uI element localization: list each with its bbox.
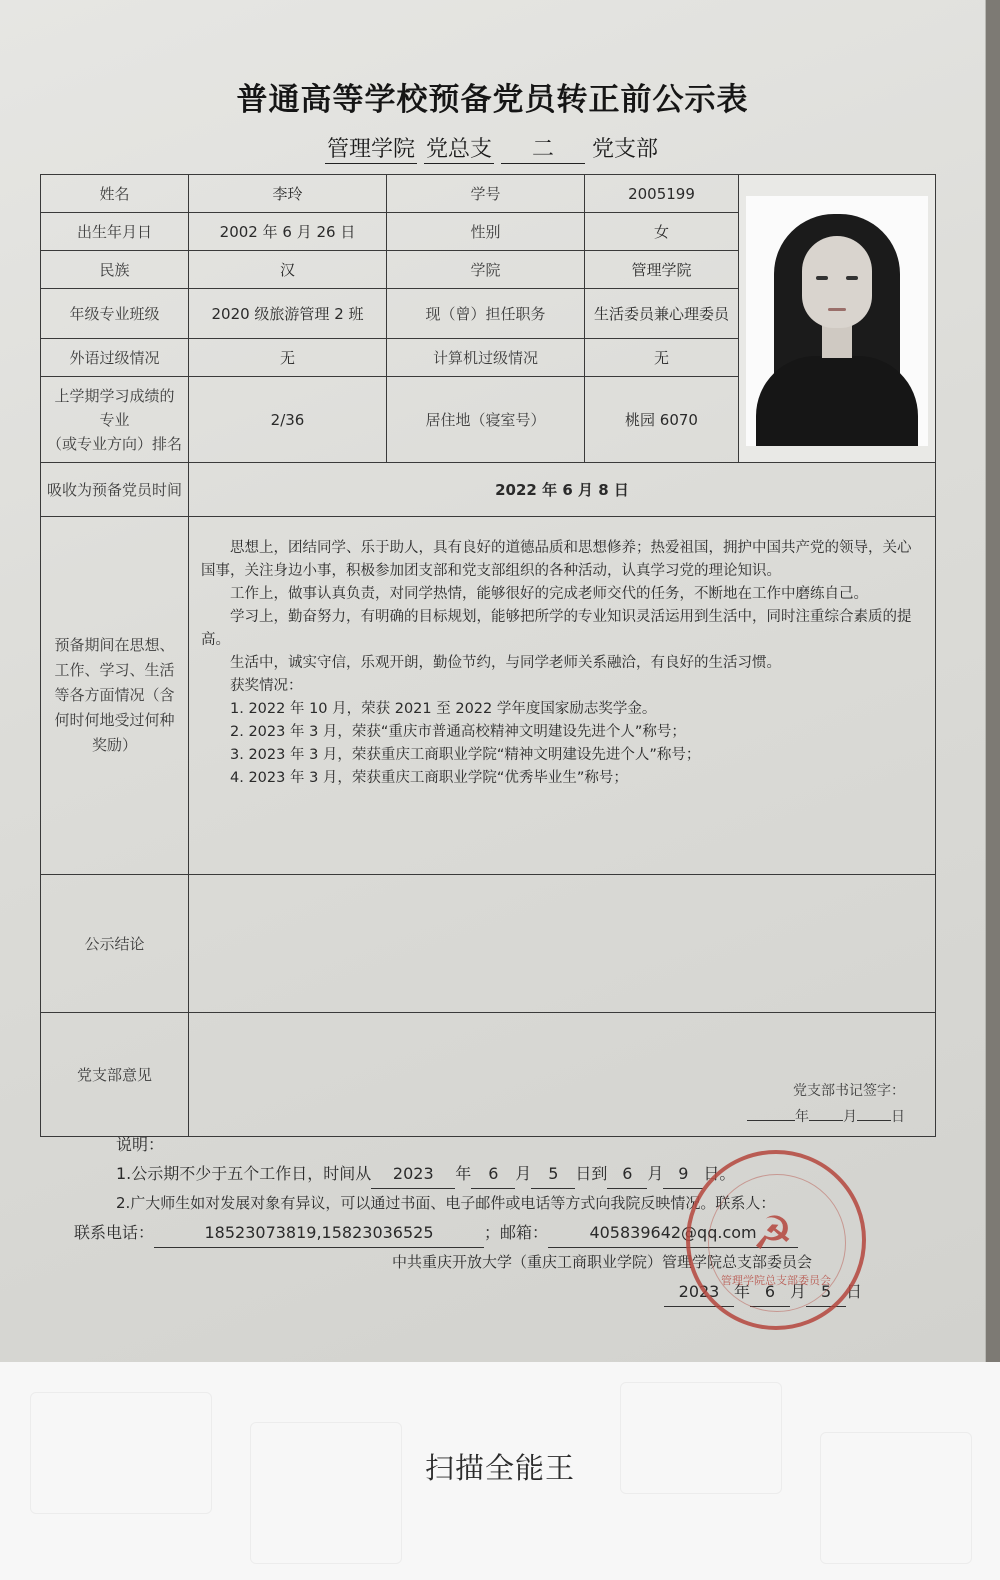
award-item: 3. 2023 年 3 月，荣获重庆工商职业学院“精神文明建设先进个人”称号； — [230, 747, 701, 763]
official-red-seal — [686, 1150, 866, 1330]
subtitle-college: 管理学院 — [327, 137, 416, 162]
party-emblem-icon: ☭ — [752, 1206, 794, 1260]
issuing-organization: 中共重庆开放大学（重庆工商职业学院）管理学院总支部委员会 — [392, 1253, 813, 1271]
period-to-day: 9 — [663, 1159, 703, 1189]
contact-phone: 18523073819,15823036525 — [154, 1218, 484, 1248]
award-item: 4. 2023 年 3 月，荣获重庆工商职业学院“优秀毕业生”称号； — [230, 770, 628, 786]
label-rank-line1: 上学期学习成绩的 — [54, 386, 175, 405]
label-post: 现（曾）担任职务 — [387, 289, 585, 339]
value-ethnicity: 汉 — [189, 251, 387, 289]
sign-year-unit: 年 — [795, 1109, 809, 1125]
value-class: 2020 级旅游管理 2 班 — [189, 289, 387, 339]
issue-month-unit: 月 — [790, 1282, 807, 1301]
sign-day-unit: 日 — [891, 1109, 905, 1125]
label-language-level: 外语过级情况 — [41, 339, 189, 377]
issue-day-unit: 日 — [846, 1282, 863, 1301]
secretary-signature-block — [747, 1078, 905, 1130]
period-from-day: 5 — [531, 1159, 575, 1189]
notes-period-text: 1.公示期不少于五个工作日，时间从 — [116, 1164, 372, 1183]
value-rank: 2/36 — [189, 377, 387, 463]
value-name: 李玲 — [189, 175, 387, 213]
label-rank — [41, 377, 189, 463]
awards-title: 获奖情况： — [230, 678, 303, 694]
period-to-month-unit: 月 — [647, 1164, 664, 1183]
value-conclusion — [189, 875, 936, 1013]
subtitle-general-branch: 党总支 — [426, 137, 493, 162]
label-computer-level: 计算机过级情况 — [387, 339, 585, 377]
signature-date — [747, 1104, 905, 1130]
period-from-year-unit: 年 — [455, 1164, 472, 1183]
subtitle-branch-number: 二 — [501, 132, 585, 164]
performance-study: 学习上，勤奋努力，有明确的目标规划，能够把所学的专业知识灵活运用到生活中，同时注重综合素质的提高。 — [201, 609, 912, 648]
issue-day: 5 — [806, 1277, 846, 1307]
label-college: 学院 — [387, 251, 585, 289]
publicity-form-table — [40, 174, 936, 1137]
branch-opinion-cell — [189, 1013, 936, 1137]
period-to-month: 6 — [607, 1159, 647, 1189]
value-post: 生活委员兼心理委员 — [585, 289, 739, 339]
value-language-level: 无 — [189, 339, 387, 377]
label-rank-line2: 专业 — [99, 410, 130, 429]
label-join-date: 吸收为预备党员时间 — [41, 463, 189, 517]
label-branch-opinion: 党支部意见 — [41, 1013, 189, 1137]
performance-content — [189, 517, 936, 875]
notes-title: 说明： — [116, 1135, 165, 1154]
subtitle-branch: 党支部 — [592, 137, 659, 162]
label-gender: 性别 — [387, 213, 585, 251]
email-label: ；邮箱： — [484, 1223, 549, 1242]
value-dorm: 桃园 6070 — [585, 377, 739, 463]
issue-month: 6 — [750, 1277, 790, 1307]
period-from-month: 6 — [471, 1159, 515, 1189]
signature-label: 党支部书记签字： — [793, 1083, 905, 1099]
period-from-year: 2023 — [371, 1159, 455, 1189]
performance-thought: 思想上，团结同学、乐于助人，具有良好的道德品质和思想修养；热爱祖国，拥护中国共产党的领导，关心国事，关注身边小事，积极参加团支部和党支部组织的各种活动，认真学习党的理论知识。 — [201, 540, 912, 579]
value-gender: 女 — [585, 213, 739, 251]
label-conclusion: 公示结论 — [41, 875, 189, 1013]
label-dorm: 居住地（寝室号） — [387, 377, 585, 463]
label-student-id: 学号 — [387, 175, 585, 213]
period-to-day-unit: 日。 — [703, 1164, 736, 1183]
period-from-month-unit: 月 — [515, 1164, 532, 1183]
sign-month-unit: 月 — [843, 1109, 857, 1125]
app-name-watermark: 扫描全能王 — [424, 1451, 575, 1485]
label-class: 年级专业班级 — [41, 289, 189, 339]
photo-cell — [739, 175, 936, 463]
value-college: 管理学院 — [585, 251, 739, 289]
issue-year-unit: 年 — [734, 1282, 751, 1301]
document-title: 普通高等学校预备党员转正前公示表 — [236, 82, 749, 118]
label-rank-line3: （或专业方向）排名 — [46, 434, 182, 453]
issue-year: 2023 — [664, 1277, 734, 1307]
period-from-day-unit: 日到 — [575, 1164, 608, 1183]
value-join-date: 2022 年 6 月 8 日 — [189, 463, 936, 517]
performance-work: 工作上，做事认真负责，对同学热情，能够很好的完成老师交代的任务，不断地在工作中磨练自己。 — [230, 586, 868, 602]
value-student-id: 2005199 — [585, 175, 739, 213]
phone-label: 联系电话： — [74, 1223, 155, 1242]
label-name: 姓名 — [41, 175, 189, 213]
label-birth: 出生年月日 — [41, 213, 189, 251]
portrait-photo — [746, 196, 928, 446]
value-birth: 2002 年 6 月 26 日 — [189, 213, 387, 251]
notes-objection: 2.广大师生如对发展对象有异议，可以通过书面、电子邮件或电话等方式向我院反映情况。联系人： — [116, 1194, 776, 1212]
contact-email: 405839642@qq.com — [548, 1218, 798, 1248]
label-performance: 预备期间在思想、工作、学习、生活等各方面情况（含何时何地受过何种奖励） — [41, 517, 189, 875]
label-ethnicity: 民族 — [41, 251, 189, 289]
value-computer-level: 无 — [585, 339, 739, 377]
award-item: 2. 2023 年 3 月，荣获“重庆市普通高校精神文明建设先进个人”称号； — [230, 724, 686, 740]
seal-text: 管理学院总支部委员会 — [721, 1274, 831, 1287]
performance-life: 生活中，诚实守信，乐观开朗，勤俭节约，与同学老师关系融洽，有良好的生活习惯。 — [230, 655, 781, 671]
award-item: 1. 2022 年 10 月，荣获 2021 至 2022 学年度国家励志奖学金。 — [230, 701, 657, 717]
document-subtitle — [325, 132, 658, 164]
